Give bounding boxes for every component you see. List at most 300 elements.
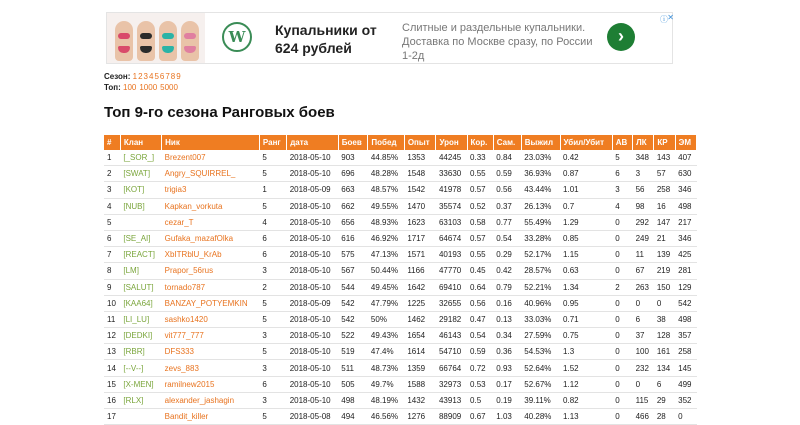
table-cell: 33630 [436, 166, 467, 182]
table-cell: 0.29 [493, 247, 521, 263]
table-cell: 2018-05-10 [287, 247, 339, 263]
clan-link[interactable] [120, 214, 161, 230]
season-link-7[interactable]: 7 [165, 72, 170, 81]
table-cell: 48.73% [368, 360, 404, 376]
clan-link[interactable]: [REACT] [120, 247, 161, 263]
table-cell: 2018-05-10 [287, 150, 339, 166]
table-cell: 4 [104, 198, 120, 214]
table-cell: 0 [612, 360, 632, 376]
table-cell: 1.15 [560, 247, 612, 263]
table-row [104, 182, 697, 198]
player-link[interactable]: BANZAY_POTYEMKIN [162, 295, 260, 311]
table-cell: 143 [654, 150, 675, 166]
table-cell: 0.55 [467, 166, 493, 182]
table-cell: 1642 [404, 279, 436, 295]
table-cell: 2018-05-10 [287, 198, 339, 214]
table-cell: 1470 [404, 198, 436, 214]
season-link-5[interactable]: 5 [154, 72, 159, 81]
table-cell: 47.13% [368, 247, 404, 263]
table-cell: 98 [633, 198, 654, 214]
table-cell: 100 [633, 344, 654, 360]
table-cell: 54.53% [521, 344, 560, 360]
table-cell: 575 [338, 247, 368, 263]
table-cell: 2018-05-10 [287, 263, 339, 279]
table-cell: 542 [338, 311, 368, 327]
table-cell: 1571 [404, 247, 436, 263]
table-cell: 11 [633, 247, 654, 263]
table-cell: 40.96% [521, 295, 560, 311]
table-cell: 47.79% [368, 295, 404, 311]
table-cell: 39.11% [521, 392, 560, 408]
player-link[interactable]: ramilnew2015 [162, 376, 260, 392]
table-cell: 1623 [404, 214, 436, 230]
table-cell: 249 [633, 230, 654, 246]
table-row [104, 311, 697, 327]
player-link[interactable]: vit777_777 [162, 328, 260, 344]
table-cell: 48.19% [368, 392, 404, 408]
table-cell: 27.59% [521, 328, 560, 344]
table-cell: 0.55 [467, 247, 493, 263]
table-cell: 66764 [436, 360, 467, 376]
table-cell: 0.33 [467, 150, 493, 166]
table-cell: 542 [675, 295, 696, 311]
player-link[interactable]: alexander_jashagin [162, 392, 260, 408]
table-cell: 5 [259, 344, 286, 360]
clan-link[interactable]: [KOT] [120, 182, 161, 198]
player-link[interactable]: XbITRblU_KrAb [162, 247, 260, 263]
season-label: Сезон: [104, 72, 131, 81]
table-cell: 0.77 [493, 214, 521, 230]
table-cell: 14 [104, 360, 120, 376]
season-link-4[interactable]: 4 [148, 72, 154, 81]
column-header[interactable]: дата [287, 135, 339, 150]
table-row [104, 328, 697, 344]
table-row [104, 360, 697, 376]
table-cell: 44245 [436, 150, 467, 166]
table-cell: 357 [675, 328, 696, 344]
table-cell: 3 [612, 182, 632, 198]
player-link[interactable]: cezar_T [162, 214, 260, 230]
table-cell: 6 [654, 376, 675, 392]
table-cell: 511 [338, 360, 368, 376]
table-row [104, 279, 697, 295]
top-label: Топ: [104, 83, 121, 92]
table-cell: 0.7 [560, 198, 612, 214]
top-line [104, 82, 182, 93]
table-cell: 48.57% [368, 182, 404, 198]
table-cell: 346 [675, 230, 696, 246]
table-row [104, 198, 697, 214]
table-cell: 1.03 [493, 409, 521, 425]
table-cell: 519 [338, 344, 368, 360]
table-row [104, 295, 697, 311]
table-cell: 46.92% [368, 230, 404, 246]
table-cell: 47770 [436, 263, 467, 279]
table-cell: 2018-05-10 [287, 214, 339, 230]
season-link-2[interactable]: 2 [138, 72, 143, 81]
column-header[interactable]: КР [654, 135, 675, 150]
table-cell: 47.4% [368, 344, 404, 360]
table-cell: 161 [654, 344, 675, 360]
table-cell: 33.28% [521, 230, 560, 246]
clan-link[interactable]: [NUB] [120, 198, 161, 214]
table-cell: 2018-05-09 [287, 295, 339, 311]
column-header[interactable]: Урон [436, 135, 467, 150]
table-cell: 50.44% [368, 263, 404, 279]
table-cell: 217 [675, 214, 696, 230]
model-figure [137, 21, 155, 61]
column-header[interactable]: Побед [368, 135, 404, 150]
table-cell: 348 [633, 150, 654, 166]
table-cell: 258 [675, 344, 696, 360]
table-cell: 1654 [404, 328, 436, 344]
table-cell: 1 [259, 182, 286, 198]
table-cell: 16 [104, 392, 120, 408]
table-cell: 0.87 [560, 166, 612, 182]
column-header[interactable]: Ранг [259, 135, 286, 150]
table-cell: 0.45 [467, 263, 493, 279]
ad-description[interactable]: Слитные и раздельные купальники. Доставка по Москве сразу, по России 1-2д [402, 22, 593, 62]
table-cell: 352 [675, 392, 696, 408]
top-link-100[interactable]: 100 [123, 83, 137, 92]
clan-link[interactable]: [--V--] [120, 360, 161, 376]
table-cell: 1.29 [560, 214, 612, 230]
table-cell: 2018-05-10 [287, 279, 339, 295]
table-cell: 0.56 [493, 182, 521, 198]
table-cell: 0.5 [467, 392, 493, 408]
season-link-6[interactable]: 6 [159, 72, 165, 81]
table-cell: 49.7% [368, 376, 404, 392]
table-cell: 0.16 [493, 295, 521, 311]
clan-link[interactable]: [_SOR_] [120, 150, 161, 166]
clan-link[interactable]: [KAA64] [120, 295, 161, 311]
table-cell: 128 [654, 328, 675, 344]
table-cell: 0.59 [493, 166, 521, 182]
ad-image[interactable] [107, 13, 205, 63]
model-figure [115, 21, 133, 61]
table-cell: 232 [633, 360, 654, 376]
table-cell: 150 [654, 279, 675, 295]
table-cell: 41978 [436, 182, 467, 198]
clan-link[interactable]: [RLX] [120, 392, 161, 408]
column-header[interactable]: Выжил [521, 135, 560, 150]
table-cell: 0.95 [560, 295, 612, 311]
table-cell: 5 [259, 311, 286, 327]
advertisement-banner[interactable] [106, 12, 673, 64]
player-link[interactable]: trigia3 [162, 182, 260, 198]
table-cell: 4 [259, 214, 286, 230]
table-cell: 1.34 [560, 279, 612, 295]
table-cell: 663 [338, 182, 368, 198]
table-cell: 1462 [404, 311, 436, 327]
table-cell: 2018-05-10 [287, 344, 339, 360]
clan-link[interactable]: [DEDKI] [120, 328, 161, 344]
player-link[interactable]: zevs_883 [162, 360, 260, 376]
table-cell: 1166 [404, 263, 436, 279]
top-link-1000[interactable]: 1000 [139, 83, 158, 92]
table-cell: 0.42 [560, 150, 612, 166]
table-cell: 5 [259, 409, 286, 425]
table-cell: 0 [612, 247, 632, 263]
player-link[interactable]: sashko1420 [162, 311, 260, 327]
table-cell: 505 [338, 376, 368, 392]
table-cell: 69410 [436, 279, 467, 295]
table-cell: 7 [104, 247, 120, 263]
table-cell: 48.93% [368, 214, 404, 230]
table-cell: 903 [338, 150, 368, 166]
table-cell: 542 [338, 295, 368, 311]
table-cell: 54710 [436, 344, 467, 360]
table-cell: 6 [259, 376, 286, 392]
table-cell: 49.43% [368, 328, 404, 344]
table-cell: 17 [104, 409, 120, 425]
table-cell: 1225 [404, 295, 436, 311]
table-cell: 29182 [436, 311, 467, 327]
column-header[interactable]: ЭМ [675, 135, 696, 150]
table-cell: 33.03% [521, 311, 560, 327]
table-cell: 2018-05-10 [287, 311, 339, 327]
table-cell: 2018-05-09 [287, 182, 339, 198]
table-cell: 0.36 [493, 344, 521, 360]
player-link[interactable]: Kapkan_vorkuta [162, 198, 260, 214]
table-cell: 630 [675, 166, 696, 182]
table-cell: 662 [338, 198, 368, 214]
table-cell: 5 [104, 214, 120, 230]
table-cell: 5 [259, 198, 286, 214]
table-cell: 0.75 [560, 328, 612, 344]
table-cell: 0 [612, 376, 632, 392]
table-cell: 0.47 [467, 311, 493, 327]
table-cell: 544 [338, 279, 368, 295]
table-cell: 0 [612, 328, 632, 344]
table-cell: 1.52 [560, 360, 612, 376]
clan-link[interactable]: [SALUT] [120, 279, 161, 295]
table-cell: 5 [259, 150, 286, 166]
table-cell: 2018-05-10 [287, 230, 339, 246]
brand-logo: W [222, 22, 252, 52]
column-header[interactable]: Опыт [404, 135, 436, 150]
clan-link[interactable] [120, 409, 161, 425]
table-cell: 35574 [436, 198, 467, 214]
table-row [104, 247, 697, 263]
top-link-5000[interactable]: 5000 [160, 83, 178, 92]
table-cell: 219 [654, 263, 675, 279]
clan-link[interactable]: [SWAT] [120, 166, 161, 182]
table-cell: 88909 [436, 409, 467, 425]
season-selector [104, 71, 182, 93]
chevron-right-icon[interactable]: › [607, 23, 635, 51]
clan-link[interactable]: [SE_AI] [120, 230, 161, 246]
table-cell: 38 [654, 311, 675, 327]
model-figure [159, 21, 177, 61]
player-link[interactable]: Prapor_56rus [162, 263, 260, 279]
table-cell: 2018-05-10 [287, 166, 339, 182]
table-cell: 46.56% [368, 409, 404, 425]
clan-link[interactable]: [LM] [120, 263, 161, 279]
table-cell: 1353 [404, 150, 436, 166]
table-cell: 616 [338, 230, 368, 246]
column-header[interactable]: Ник [162, 135, 260, 150]
table-cell: 13 [104, 344, 120, 360]
table-header-row [104, 135, 697, 150]
close-icon[interactable]: ✕ [667, 13, 674, 22]
table-cell: 0.72 [467, 360, 493, 376]
table-cell: 3 [259, 263, 286, 279]
table-cell: 498 [675, 311, 696, 327]
table-cell: 0.54 [467, 328, 493, 344]
table-cell: 23.03% [521, 150, 560, 166]
column-header[interactable]: Убил/Убит [560, 135, 612, 150]
clan-link[interactable]: [LI_LU] [120, 311, 161, 327]
table-cell: 56 [633, 182, 654, 198]
table-row [104, 376, 697, 392]
page-title: Топ 9-го сезона Ранговых боев [104, 104, 335, 121]
table-cell: 0 [612, 295, 632, 311]
column-header[interactable]: Клан [120, 135, 161, 150]
table-cell: 3 [259, 392, 286, 408]
table-cell: 0.93 [493, 360, 521, 376]
player-link[interactable]: DFS333 [162, 344, 260, 360]
table-cell: 129 [675, 279, 696, 295]
table-cell: 498 [338, 392, 368, 408]
table-cell: 32655 [436, 295, 467, 311]
table-cell: 0 [654, 295, 675, 311]
table-cell: 3 [104, 182, 120, 198]
column-header[interactable]: ЛК [633, 135, 654, 150]
clan-link[interactable]: [X-MEN] [120, 376, 161, 392]
table-cell: 6 [259, 247, 286, 263]
table-cell: 6 [104, 230, 120, 246]
table-cell: 145 [675, 360, 696, 376]
table-cell: 1588 [404, 376, 436, 392]
table-cell: 499 [675, 376, 696, 392]
table-cell: 1.13 [560, 409, 612, 425]
table-cell: 1.01 [560, 182, 612, 198]
table-cell: 36.93% [521, 166, 560, 182]
table-cell: 2 [612, 279, 632, 295]
table-cell: 0.64 [467, 279, 493, 295]
column-header[interactable]: Сам. [493, 135, 521, 150]
table-cell: 0 [612, 344, 632, 360]
table-cell: 0 [612, 214, 632, 230]
table-row [104, 392, 697, 408]
table-cell: 0.67 [467, 409, 493, 425]
table-cell: 37 [633, 328, 654, 344]
table-cell: 0.71 [560, 311, 612, 327]
table-cell: 46143 [436, 328, 467, 344]
table-cell: 258 [654, 182, 675, 198]
column-header[interactable]: АВ [612, 135, 632, 150]
table-cell: 0.19 [493, 392, 521, 408]
table-cell: 3 [259, 328, 286, 344]
table-cell: 696 [338, 166, 368, 182]
table-cell: 0 [633, 295, 654, 311]
table-cell: 0.84 [493, 150, 521, 166]
table-cell: 0.13 [493, 311, 521, 327]
table-row [104, 344, 697, 360]
table-cell: 0 [675, 409, 696, 425]
table-cell: 139 [654, 247, 675, 263]
table-cell: 425 [675, 247, 696, 263]
table-cell: 346 [675, 182, 696, 198]
table-cell: 1.12 [560, 376, 612, 392]
player-link[interactable]: Bandit_killer [162, 409, 260, 425]
season-link-9[interactable]: 9 [176, 72, 181, 81]
table-cell: 49.45% [368, 279, 404, 295]
table-cell: 0.58 [467, 214, 493, 230]
table-cell: 3 [633, 166, 654, 182]
table-cell: 9 [104, 279, 120, 295]
table-cell: 0.42 [493, 263, 521, 279]
season-link-1[interactable]: 1 [132, 72, 138, 81]
table-cell: 1542 [404, 182, 436, 198]
table-cell: 2018-05-08 [287, 409, 339, 425]
table-cell: 115 [633, 392, 654, 408]
table-row [104, 230, 697, 246]
table-cell: 263 [633, 279, 654, 295]
table-cell: 1.3 [560, 344, 612, 360]
table-cell: 32973 [436, 376, 467, 392]
info-icon[interactable]: ⓘ [660, 15, 668, 24]
column-header[interactable]: Боев [338, 135, 368, 150]
table-cell: 0.82 [560, 392, 612, 408]
table-cell: 0.34 [493, 328, 521, 344]
table-cell: 2 [104, 166, 120, 182]
table-cell: 147 [654, 214, 675, 230]
table-cell: 0.17 [493, 376, 521, 392]
table-cell: 29 [654, 392, 675, 408]
table-cell: 0 [612, 230, 632, 246]
table-cell: 2018-05-10 [287, 360, 339, 376]
table-cell: 494 [338, 409, 368, 425]
season-link-8[interactable]: 8 [170, 72, 176, 81]
table-cell: 52.67% [521, 376, 560, 392]
table-cell: 64674 [436, 230, 467, 246]
table-cell: 2018-05-10 [287, 328, 339, 344]
table-cell: 55.49% [521, 214, 560, 230]
table-cell: 52.64% [521, 360, 560, 376]
table-cell: 0.56 [467, 295, 493, 311]
player-link[interactable]: tornado787 [162, 279, 260, 295]
clan-link[interactable]: [RBR] [120, 344, 161, 360]
column-header[interactable]: Кор. [467, 135, 493, 150]
table-cell: 8 [104, 263, 120, 279]
table-cell: 1 [104, 150, 120, 166]
season-link-3[interactable]: 3 [143, 72, 148, 81]
player-link[interactable]: Brezent007 [162, 150, 260, 166]
table-cell: 63103 [436, 214, 467, 230]
table-cell: 1432 [404, 392, 436, 408]
table-row [104, 263, 697, 279]
table-cell: 52.21% [521, 279, 560, 295]
ad-title[interactable]: Купальники от 624 рублей [275, 22, 377, 56]
player-link[interactable]: Gufaka_mazafOlka [162, 230, 260, 246]
table-cell: 0 [612, 263, 632, 279]
table-cell: 10 [104, 295, 120, 311]
table-cell: 5 [259, 166, 286, 182]
player-link[interactable]: Angry_SQUIRREL_ [162, 166, 260, 182]
model-figure [181, 21, 199, 61]
table-cell: 0 [612, 409, 632, 425]
table-cell: 0 [633, 376, 654, 392]
table-cell: 15 [104, 376, 120, 392]
column-header[interactable]: # [104, 135, 120, 150]
table-cell: 2018-05-10 [287, 376, 339, 392]
table-cell: 43.44% [521, 182, 560, 198]
table-row [104, 409, 697, 425]
table-cell: 40.28% [521, 409, 560, 425]
table-cell: 0.53 [467, 376, 493, 392]
